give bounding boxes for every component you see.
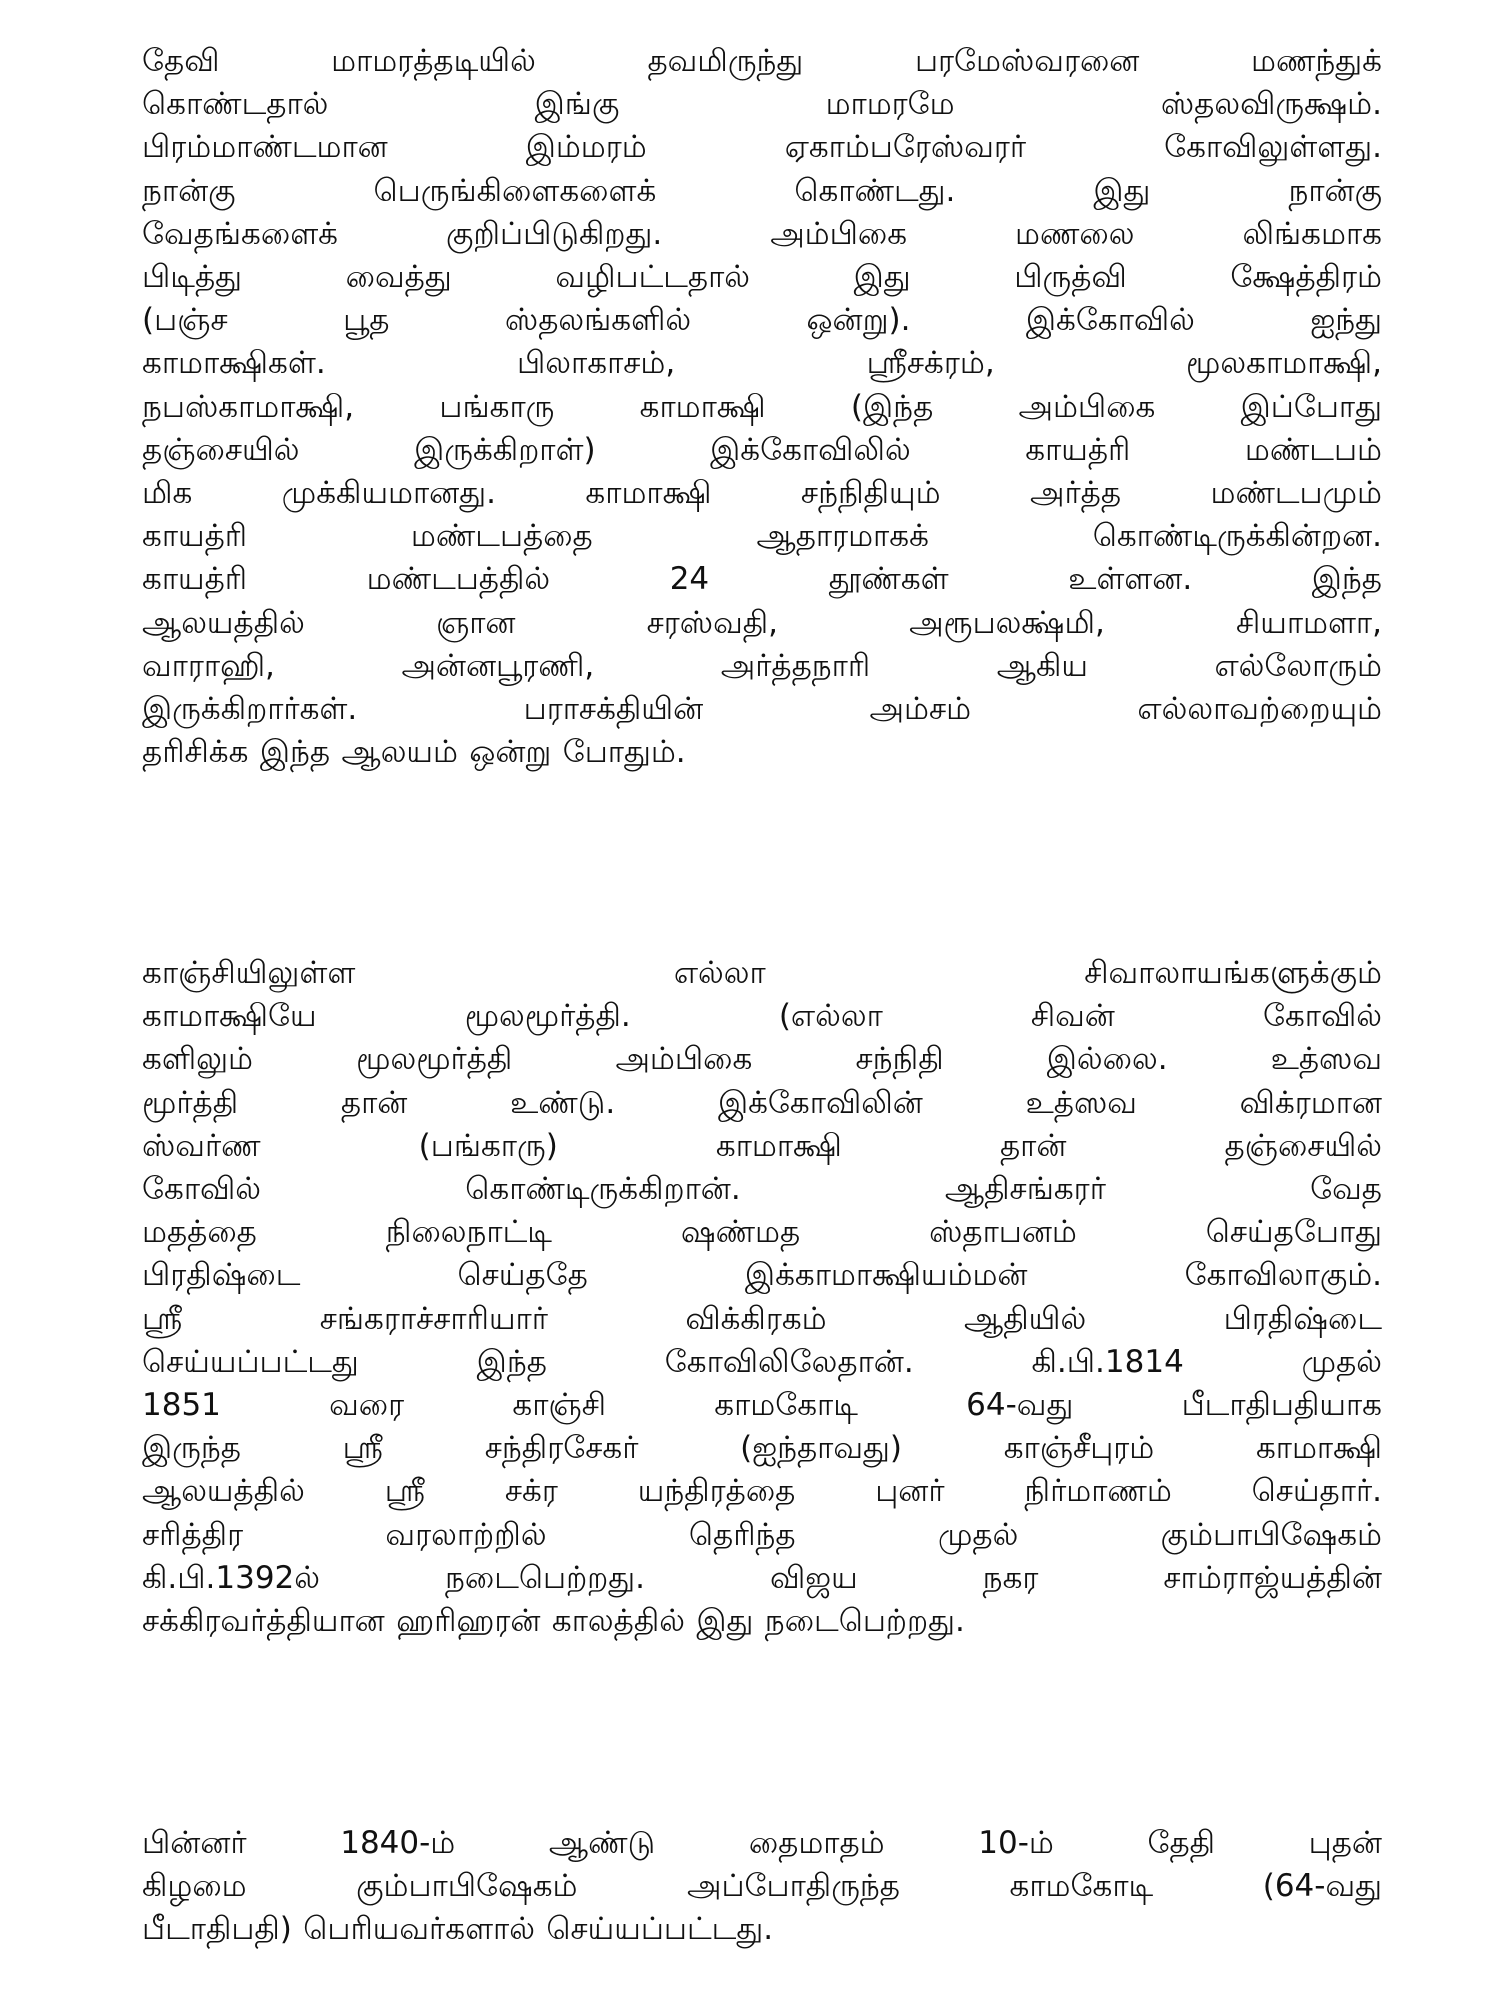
text-line: காமாக்ஷிகள். பிலாகாசம், ஸ்ரீசக்ரம், மூலகாமாக்ஷி, <box>142 345 1382 382</box>
text-line: ஸ்ரீ சங்கராச்சாரியார் விக்கிரகம் ஆதியில் பிரதிஷ்டை <box>142 1300 1382 1337</box>
text-line: நான்கு பெருங்கிளைகளைக் கொண்டது. இது நான்கு <box>142 172 1382 209</box>
text-line: கோவில் கொண்டிருக்கிறான். ஆதிசங்கரர் வேத <box>142 1171 1382 1208</box>
text-line: செய்யப்பட்டது இந்த கோவிலிலேதான். கி.பி.1814 முதல் <box>142 1343 1382 1380</box>
paragraph-1 <box>142 40 1382 774</box>
text-line: காமாக்ஷியே மூலமூர்த்தி. (எல்லா சிவன் கோவில் <box>142 998 1382 1035</box>
text-line: காயத்ரி மண்டபத்தில் 24 தூண்கள் உள்ளன. இந்த <box>142 561 1382 598</box>
text-line: மிக முக்கியமானது. காமாக்ஷி சந்நிதியும் அர்த்த மண்டபமும் <box>142 475 1382 512</box>
paragraph-2 <box>142 952 1382 1643</box>
text-line: கிழமை கும்பாபிஷேகம் அப்போதிருந்த காமகோடி (64-வது <box>142 1868 1382 1905</box>
text-line: கொண்டதால் இங்கு மாமரமே ஸ்தலவிருக்ஷம். <box>142 86 1382 123</box>
text-line: தேவி மாமரத்தடியில் தவமிருந்து பரமேஸ்வரனை மணந்துக் <box>142 43 1382 79</box>
text-line: பின்னர் 1840-ம் ஆண்டு தைமாதம் 10-ம் தேதி புதன் <box>142 1825 1382 1861</box>
text-line: களிலும் மூலமூர்த்தி அம்பிகை சந்நிதி இல்லை. உத்ஸவ <box>142 1041 1382 1078</box>
text-line: தரிசிக்க இந்த ஆலயம் ஒன்று போதும். <box>142 734 686 771</box>
text-line: கி.பி.1392ல் நடைபெற்றது. விஜய நகர சாம்ராஜ்யத்தின் <box>142 1559 1382 1596</box>
text-line: ஆலயத்தில் ஞான சரஸ்வதி, அரூபலக்ஷ்மி, சியாமளா, <box>142 604 1382 641</box>
text-line: பீடாதிபதி) பெரியவர்களால் செய்யப்பட்டது. <box>142 1911 774 1948</box>
text-line: (பஞ்ச பூத ஸ்தலங்களில் ஒன்று). இக்கோவில் ஐந்து <box>142 302 1382 339</box>
text-line: தஞ்சையில் இருக்கிறாள்) இக்கோவிலில் காயத்ரி மண்டபம் <box>142 431 1382 468</box>
text-line: ஸ்வர்ண (பங்காரு) காமாக்ஷி தான் தஞ்சையில் <box>142 1127 1382 1164</box>
text-line: வேதங்களைக் குறிப்பிடுகிறது. அம்பிகை மணலை லிங்கமாக <box>142 215 1382 252</box>
text-line: நபஸ்காமாக்ஷி, பங்காரு காமாக்ஷி (இந்த அம்பிகை இப்போது <box>142 388 1382 425</box>
text-line: மதத்தை நிலைநாட்டி ஷண்மத ஸ்தாபனம் செய்தபோது <box>142 1214 1382 1251</box>
text-line: பிரம்மாண்டமான இம்மரம் ஏகாம்பரேஸ்வரர் கோவிலுள்ளது. <box>142 129 1382 166</box>
text-line: பிரதிஷ்டை செய்ததே இக்காமாக்ஷியம்மன் கோவிலாகும். <box>142 1257 1382 1294</box>
text-line: சக்கிரவர்த்தியான ஹரிஹரன் காலத்தில் இது நடைபெற்றது. <box>142 1603 965 1640</box>
text-line: இருக்கிறார்கள். பராசக்தியின் அம்சம் எல்லாவற்றையும் <box>142 691 1382 728</box>
text-line: ஆலயத்தில் ஸ்ரீ சக்ர யந்திரத்தை புனர் நிர்மாணம் செய்தார். <box>142 1473 1382 1510</box>
text-line: இருந்த ஸ்ரீ சந்திரசேகர் (ஐந்தாவது) காஞ்சீபுரம் காமாக்ஷி <box>142 1430 1382 1467</box>
text-line: மூர்த்தி தான் உண்டு. இக்கோவிலின் உத்ஸவ விக்ரமான <box>142 1084 1382 1121</box>
text-line: காஞ்சியிலுள்ள எல்லா சிவாலாயங்களுக்கும் <box>142 955 1382 991</box>
text-line: சரித்திர வரலாற்றில் தெரிந்த முதல் கும்பாபிஷேகம் <box>142 1516 1382 1553</box>
text-line: வாராஹி, அன்னபூரணி, அர்த்தநாரி ஆகிய எல்லோரும் <box>142 647 1382 684</box>
text-line: காயத்ரி மண்டபத்தை ஆதாரமாகக் கொண்டிருக்கின்றன. <box>142 518 1382 555</box>
text-line: 1851 வரை காஞ்சி காமகோடி 64-வது பீடாதிபதியாக <box>142 1387 1382 1424</box>
paragraph-3 <box>142 1822 1382 1952</box>
text-line: பிடித்து வைத்து வழிபட்டதால் இது பிருத்வி க்ஷேத்திரம் <box>142 259 1382 296</box>
